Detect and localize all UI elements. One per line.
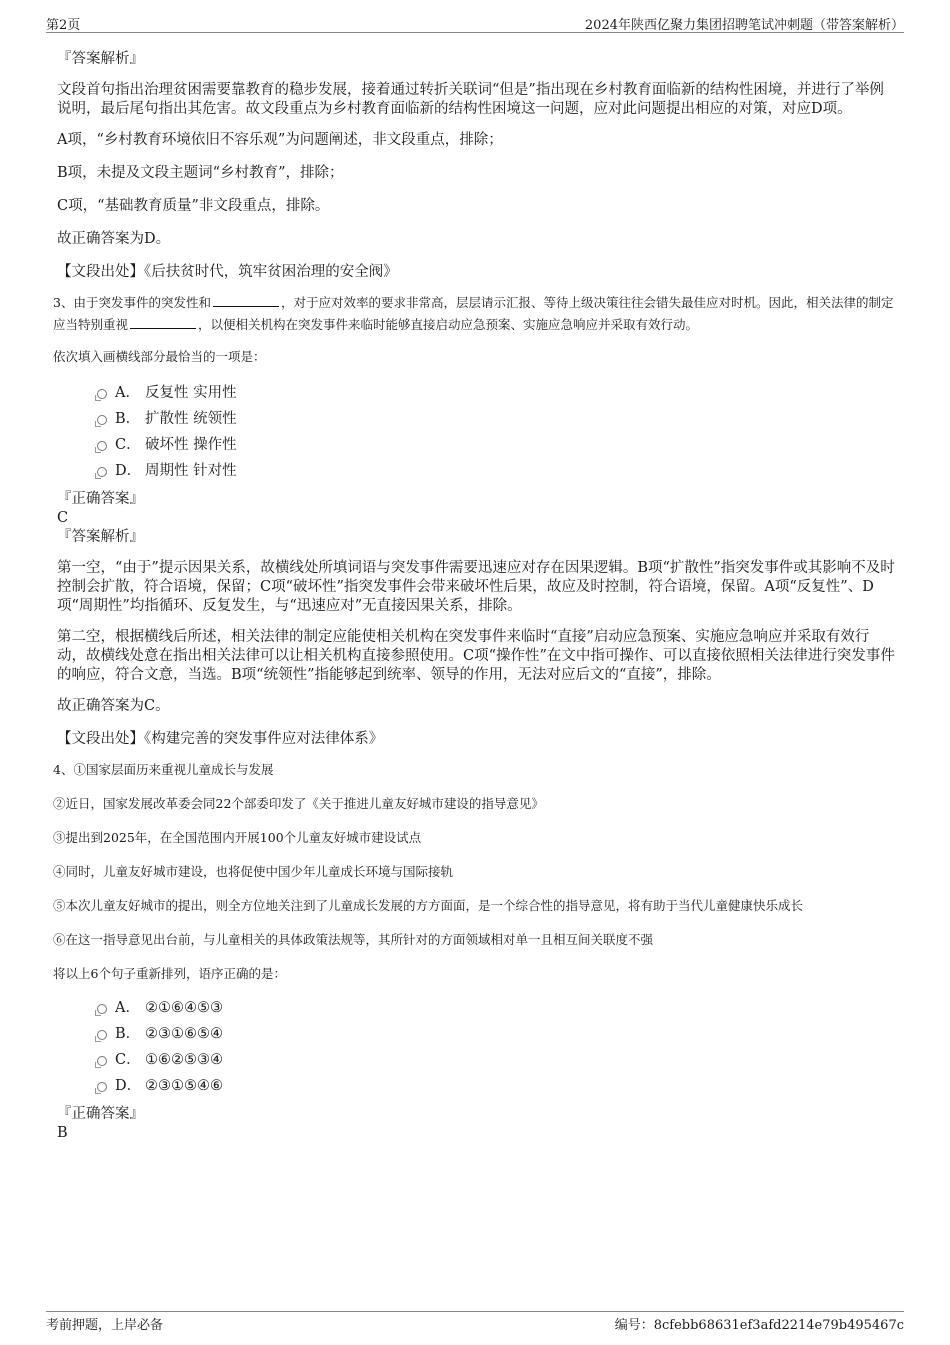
q3-option-c[interactable]: C． 破坏性 操作性 <box>57 432 897 458</box>
page-footer <box>46 1311 904 1333</box>
q3-stem-part2: ，对于应对效率的要求非常高，层层请示汇报、等待上级决策往往会错失最佳应对时机。因此，相关法律的制定应当特别重视 <box>53 295 894 332</box>
q4-sentence-2: ②近日，国家发展改革委会同22个部委印发了《关于推进儿童友好城市建设的指导意见》 <box>53 796 544 811</box>
q3-option-a[interactable]: A． 反复性 实用性 <box>57 380 897 406</box>
q2-analysis-text: 文段首句指出治理贫困需要靠教育的稳步发展，接着通过转折关联词“但是”指出现在乡村教育面临新的结构性困境，并进行了举例说明，最后尾句指出其危害。故文段重点为乡村教育面临新的结构性困境这一问题，应对此问题提出相应的对策，对应D项。 <box>57 82 884 117</box>
q3-options <box>57 380 897 484</box>
footer-slogan: 考前押题，上岸必备 <box>46 1318 164 1333</box>
q4-instruction: 将以上6个句子重新排列，语序正确的是： <box>53 966 286 981</box>
radio-icon[interactable] <box>97 1056 107 1066</box>
q3-analysis-p2: 第二空，根据横线后所述，相关法律的制定应能使相关机构在突发事件来临时“直接”启动应急预案、实施应急响应并采取有效行动，故横线处意在指出相关法律可以让相关机构直接参照使用。C项“操作性”在文中指可操作、可以直接依照相关法律进行突发事件的响应，符合文意，当选。B项“统领性”指能够起到统率、领导的作用，无法对应后文的“直接”，排除。 <box>57 629 895 683</box>
q3-analysis-label: 『答案解析』 <box>57 529 144 545</box>
q3-answer-label: 『正确答案』 <box>57 491 144 507</box>
radio-icon[interactable] <box>97 415 107 425</box>
radio-icon[interactable] <box>97 1082 107 1092</box>
q3-option-b[interactable]: B． 扩散性 统领性 <box>57 406 897 432</box>
q2-source: 【文段出处】《后扶贫时代，筑牢贫困治理的安全阀》 <box>57 264 398 280</box>
q4-sentence-5: ⑤本次儿童友好城市的提出，则全方位地关注到了儿童成长发展的方方面面，是一个综合性的指导意见，将有助于当代儿童健康快乐成长 <box>53 898 804 913</box>
radio-icon[interactable] <box>97 1030 107 1040</box>
q3-stem-part3: ，以便相关机构在突发事件来临时能够直接启动应急预案、实施应急响应并采取有效行动。 <box>198 317 699 332</box>
q3-option-d[interactable]: D． 周期性 针对性 <box>57 458 897 484</box>
q3-blank-2 <box>130 315 196 329</box>
radio-icon[interactable] <box>97 389 107 399</box>
page-header <box>46 14 904 33</box>
footer-code <box>615 1314 904 1333</box>
q3-source: 【文段出处】《构建完善的突发事件应对法律体系》 <box>57 731 384 747</box>
radio-icon[interactable] <box>97 441 107 451</box>
q2-analysis-label: 『答案解析』 <box>57 51 144 67</box>
q4-sentence-1: 4、①国家层面历来重视儿童成长与发展 <box>53 762 274 777</box>
footer-code-value: 8cfebb68631ef3afd2214e79b495467c <box>653 1318 904 1333</box>
radio-icon[interactable] <box>97 467 107 477</box>
q4-option-b[interactable]: B． ②③①⑥⑤④ <box>57 1021 897 1047</box>
page-number: 第2页 <box>46 18 81 33</box>
q2-analysis-c: C项，“基础教育质量”非文段重点，排除。 <box>57 198 330 214</box>
q4-sentence-3: ③提出到2025年，在全国范围内开展100个儿童友好城市建设试点 <box>53 830 422 845</box>
q3-answer: C <box>57 510 69 526</box>
q3-conclusion: 故正确答案为C。 <box>57 698 170 714</box>
q4-options <box>57 995 897 1099</box>
footer-code-label: 编号： <box>614 1318 654 1333</box>
q4-option-d[interactable]: D． ②③①⑤④⑥ <box>57 1073 897 1099</box>
q3-stem-part1: 3、由于突发事件的突发性和 <box>53 295 211 310</box>
q4-option-a[interactable]: A． ②①⑥④⑤③ <box>57 995 897 1021</box>
q2-analysis-b: B项，未提及文段主题词“乡村教育”，排除； <box>57 165 344 181</box>
q3-instruction: 依次填入画横线部分最恰当的一项是： <box>53 349 266 364</box>
radio-icon[interactable] <box>97 1004 107 1014</box>
q4-answer-label: 『正确答案』 <box>57 1106 144 1122</box>
q3-analysis-p1: 第一空，“由于”提示因果关系，故横线处所填词语与突发事件需要迅速应对存在因果逻辑。B项“扩散性”指突发事件或其影响不及时控制会扩散，符合语境，保留；C项“破坏性”指突发事件会带来破坏性后果，故应及时控制，符合语境，保留。A项“反复性”、D项“周期性”均指循环、反复发生，与“迅速应对”无直接因果关系，排除。 <box>57 560 895 614</box>
q2-analysis-a: A项，“乡村教育环境依旧不容乐观”为问题阐述，非文段重点，排除； <box>57 132 503 148</box>
document-title: 2024年陕西亿聚力集团招聘笔试冲刺题（带答案解析） <box>584 18 904 33</box>
q4-answer: B <box>57 1125 68 1141</box>
page-content <box>53 50 897 1143</box>
q4-sentence-6: ⑥在这一指导意见出台前，与儿童相关的具体政策法规等，其所针对的方面领域相对单一且相互间关联度不强 <box>53 932 654 947</box>
q2-conclusion: 故正确答案为D。 <box>57 231 171 247</box>
q4-sentence-4: ④同时，儿童友好城市建设，也将促使中国少年儿童成长环境与国际接轨 <box>53 864 454 879</box>
q3-blank-1 <box>213 293 279 307</box>
q4-option-c[interactable]: C． ①⑥②⑤③④ <box>57 1047 897 1073</box>
q3-stem <box>53 292 897 336</box>
